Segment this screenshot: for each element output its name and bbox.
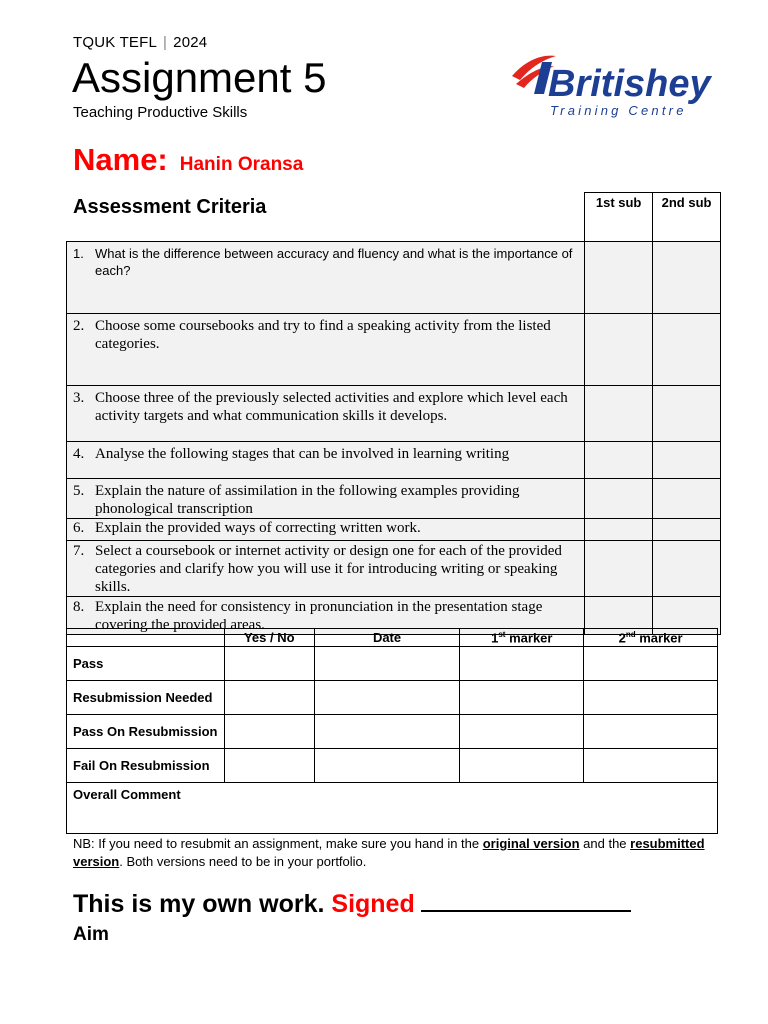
header-meta	[73, 34, 207, 51]
item-number: 4.	[73, 446, 85, 462]
item-number: 3.	[73, 390, 85, 406]
col-2nd-sub: 2nd sub	[653, 193, 721, 242]
item-text: Explain the need for consistency in pronunciation in the presentation stage covering the provided areas.	[95, 599, 543, 633]
sub1-cell[interactable]	[585, 314, 653, 386]
name-value: Hanin Oransa	[179, 154, 304, 175]
col-1st-marker: 1st marker	[460, 629, 584, 647]
yes-no-cell[interactable]	[224, 681, 314, 715]
page-title: Assignment 5	[72, 54, 327, 101]
criteria-row	[67, 442, 721, 479]
sub2-cell[interactable]	[653, 242, 721, 314]
item-text: Select a coursebook or internet activity or design one for each of the provided categories and clarify how you will use it for introducing writing or speaking skills.	[95, 543, 562, 595]
date-cell[interactable]	[314, 647, 460, 681]
yes-no-cell[interactable]	[224, 647, 314, 681]
sub1-cell[interactable]	[585, 479, 653, 519]
org-label: TQUK TEFL	[73, 34, 158, 51]
page-subtitle: Teaching Productive Skills	[73, 104, 248, 121]
date-cell[interactable]	[314, 749, 460, 783]
item-number: 2.	[73, 318, 85, 334]
item-number: 1.	[73, 246, 84, 261]
britishey-logo	[508, 50, 734, 122]
logo-brand-text: Britishey	[548, 63, 711, 105]
logo-tagline: Training Centre	[550, 103, 687, 118]
sub2-cell[interactable]	[653, 519, 721, 541]
item-number: 5.	[73, 483, 85, 499]
sub1-cell[interactable]	[585, 386, 653, 442]
sub1-cell[interactable]	[585, 541, 653, 597]
criteria-row	[67, 386, 721, 442]
marker1-cell[interactable]	[460, 715, 584, 749]
year-label: 2024	[173, 34, 208, 51]
marker1-cell[interactable]	[460, 749, 584, 783]
assessment-criteria-heading: Assessment Criteria	[73, 196, 267, 218]
separator: |	[163, 34, 168, 51]
student-name-row	[73, 142, 303, 186]
item-number: 8.	[73, 599, 85, 615]
declaration-text: This is my own work.	[73, 890, 332, 918]
name-label: Name:	[73, 142, 168, 177]
item-text: What is the difference between accuracy and fluency and what is the importance of each?	[95, 246, 573, 278]
criteria-row	[67, 541, 721, 597]
logo-graphic	[508, 50, 734, 122]
result-label: Fail On Resubmission	[67, 749, 225, 783]
result-label: Resubmission Needed	[67, 681, 225, 715]
resubmitted-version-text: resubmitted version	[73, 836, 705, 869]
col-2nd-marker: 2nd marker	[584, 629, 718, 647]
signature-line[interactable]	[421, 890, 631, 912]
overall-comment-cell[interactable]	[67, 783, 718, 834]
yes-no-cell[interactable]	[224, 715, 314, 749]
col-date: Date	[314, 629, 460, 647]
declaration	[73, 890, 631, 919]
yes-no-cell[interactable]	[224, 749, 314, 783]
item-number: 6.	[73, 520, 85, 536]
item-text: Explain the provided ways of correcting written work.	[95, 520, 421, 536]
original-version-text: original version	[482, 836, 580, 851]
col-1st-sub: 1st sub	[585, 193, 653, 242]
result-row-resubmission-needed	[67, 681, 718, 715]
result-row-pass	[67, 647, 718, 681]
criteria-row	[67, 519, 721, 541]
criteria-row	[67, 314, 721, 386]
item-text: Choose three of the previously selected activities and explore which level each activity targets and what communication skills it develops.	[95, 390, 568, 424]
results-table	[66, 628, 718, 834]
marker2-cell[interactable]	[584, 681, 718, 715]
marker2-cell[interactable]	[584, 647, 718, 681]
result-label: Pass	[67, 647, 225, 681]
results-header-row	[67, 629, 718, 647]
sub2-cell[interactable]	[653, 386, 721, 442]
sub1-cell[interactable]	[585, 519, 653, 541]
sub2-cell[interactable]	[653, 314, 721, 386]
overall-comment-row	[67, 783, 718, 834]
marker2-cell[interactable]	[584, 715, 718, 749]
marker1-cell[interactable]	[460, 681, 584, 715]
signed-label: Signed	[331, 890, 415, 918]
marker2-cell[interactable]	[584, 749, 718, 783]
overall-comment-label: Overall Comment	[73, 787, 181, 802]
item-text: Explain the nature of assimilation in the following examples providing phonological transcription	[95, 483, 520, 517]
sub2-cell[interactable]	[653, 541, 721, 597]
date-cell[interactable]	[314, 715, 460, 749]
result-row-fail-on-resubmission	[67, 749, 718, 783]
resubmission-note: NB: If you need to resubmit an assignment, make sure you hand in the original version and the resubmitted version. Both versions need to be in your portfolio.	[73, 836, 705, 869]
sub1-cell[interactable]	[585, 442, 653, 479]
signature-name: Aim	[73, 924, 109, 945]
sub1-cell[interactable]	[585, 242, 653, 314]
criteria-row	[67, 242, 721, 314]
sub2-cell[interactable]	[653, 442, 721, 479]
col-yes-no: Yes / No	[224, 629, 314, 647]
item-number: 7.	[73, 543, 85, 559]
marker1-cell[interactable]	[460, 647, 584, 681]
criteria-table	[66, 192, 721, 635]
item-text: Choose some coursebooks and try to find a speaking activity from the listed categories.	[95, 318, 551, 352]
item-text: Analyse the following stages that can be involved in learning writing	[95, 446, 510, 462]
results-header-blank	[67, 629, 225, 647]
result-label: Pass On Resubmission	[67, 715, 225, 749]
criteria-row	[67, 479, 721, 519]
sub2-cell[interactable]	[653, 479, 721, 519]
result-row-pass-on-resubmission	[67, 715, 718, 749]
date-cell[interactable]	[314, 681, 460, 715]
